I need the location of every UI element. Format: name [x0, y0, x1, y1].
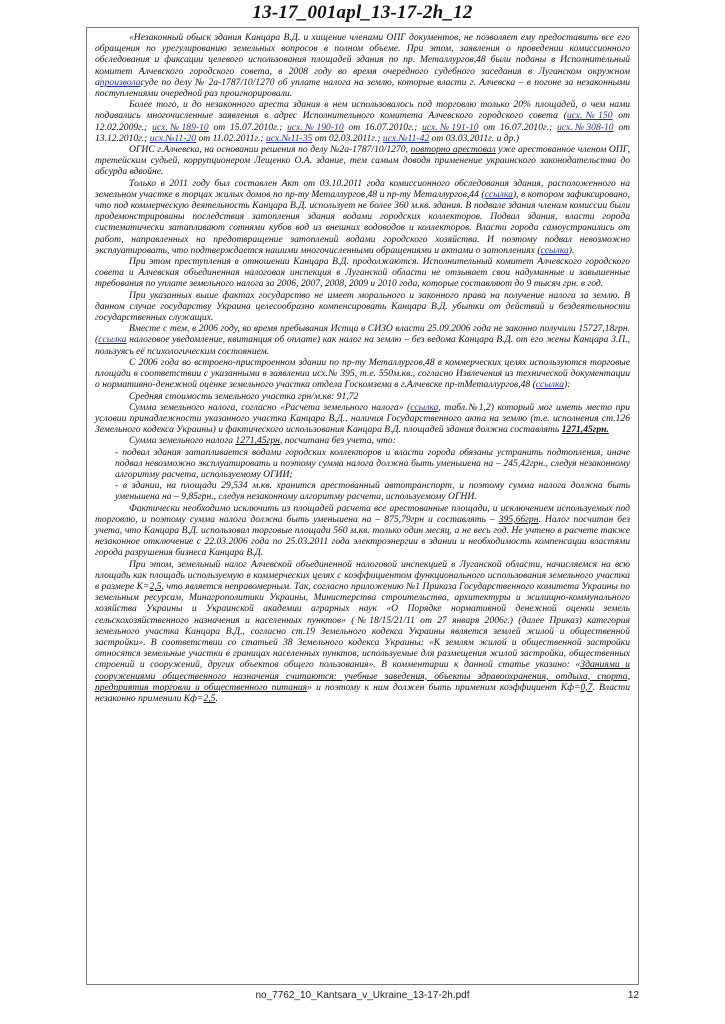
link-ref-150[interactable]: исх.№150 [566, 110, 613, 122]
link-ref-190[interactable]: исх.№190-10 [287, 121, 344, 133]
list-item: - подвал здания затапливается водами городских коллекторов и власти города обязаны устранить подтопления, иначе подвал невозможно эксплуатировать и поэтому сумма налога должна быть уменьшена на – 245,42грн., следуя незаконному алгоритму расчета, используемому ОГИИ; [115, 446, 630, 480]
link[interactable]: ссылка [98, 334, 127, 346]
paragraph: При этом, земельный налог Алчевской объединенной налоговой инспекцией в Луганской области, начисляемся на всю площадь как площадь используемую в коммерческих целях с коэффициентом функционального использования земельного участка в размере К=2,5, что является неправомерным. Так, согласно приложению №1 Приказа Государственного комитета Украины по земельным ресурсам, Минагрополитики Украины, Министерства строительства, архитектуры и жилищно-коммунального хозяйства Украины и Украинской академии аграрных наук «О Порядке нормативной денежной оценки земель сельскохозяйственного назначения и населенных пунктов» (№18/15/21/11 от 27 января 2006г.) (далее Приказ) категория земельного участка Канцара В.Д., согласно ст.19 Земельного кодекса Украины является землей жилой и общественной застройки». В соответствии со статьей 38 Земельного кодекса Украины: «К землям жилой и общественной застройки относятся земельные участки в границах населенных пунктов, используемые для размещения жилой застройки, общественных строений и сооружений, других объектов общего пользования». В комментарии к данной статье указано: «Зданиями и сооружениями общественного назначения считаются: учебные заведения, объекты здравоохранения, отдыха, спорта, предприятия торговли и общественного питания» и поэтому к ним должен быть применим коэффициент Кф=0,7. Власти незаконно применили Кф=2,5. [95, 558, 630, 704]
paragraph: Сумма земельного налога, согласно «Расчета земельного налога» (ссылка, табл.№1,2) который мог иметь место при условии принадлежности указанного участка Канцара В.Д., наличия Государственного акта на землю (т.е. исполнения ст.126 Земельного кодекса Украины) и фактического использования Канцара В.Д. площадей здания должна составлять 1271,45грн. [95, 401, 630, 436]
document-title: 13-17_001apl_13-17-2h_12 [252, 2, 473, 23]
list-item: - в здании, на площади 29,534 м.кв. хранится арестованный автотранспорт, и поэтому сумма налога должна быть уменьшена на – 9,85грн., следуя незаконному алгоритму расчета, используемому ОГНИ. [115, 480, 630, 503]
page-sheet [86, 27, 639, 985]
link-ref-1120[interactable]: исх.№11-20 [149, 132, 197, 144]
paragraph: При указанных выше фактах государство не имеет морального и законного права на получение налога за землю. В данном случае государству Украина целесообразно компенсировать Канцара В.Д. убытки от действий и бездеятельности государственных служащих. [95, 289, 630, 324]
page-footer [0, 990, 725, 1004]
link-ref-308[interactable]: исх.№308-10 [557, 121, 614, 133]
paragraph: Более того, и до незаконного ареста здания в нем использовалось под торговлю только 20% площадей, о чем нами подавались многочисленные заявления в адрес Исполнительного комитета Алчевского городского совета (исх.№150 от 12.02.2009г.; исх.№189-10 от 15.07.2010г.; исх.№190-10 от 16.07.2010г.; исх.№191-10 от 16.07.2010г.; исх.№308-10 от 13.12.2010г.; исх.№11-20 от 11.02.2011г.; исх.№11-35 от 02.03.2011г.; исх.№11-42 от 03.03.2011г. и др.) [95, 99, 631, 144]
paragraph: С 2006 года во встроено-пристроенном здании по пр-ту Металлургов,48 в коммерческих целях используются торговые площади в соответствии с указанными в заявлении исх.№ 395, т.е. 550м.кв., согласно Извлечения из технической документации о нормативно-денежной оценке земельного участка отдела Госкомзема в г.Алчевске пр-тМеталлургов,48 (ссылка): [95, 356, 630, 391]
link-ref-1142[interactable]: исх.№11-42 [382, 132, 430, 144]
paragraph: Вместе с тем, в 2006 году, во время пребывания Истца в СИЗО власти 25.09.2006 года не законно получили 15727,18грн. (ссылка налоговое уведомление, квитанция об оплате) как налог на землю – без ведома Канцара В.Д. от его жены Канцара З.П., пользуясь её психологическим состоянием. [95, 323, 630, 357]
paragraph: Только в 2011 году был составлен Акт от 03.10.2011 года комиссионного обследования здания, расположенного на земельном участке в торцах жилых домов по пр-ту Металлургов,48 и пр-ту Металлургов,44 (ссылка), в котором зафиксировано, что под коммерческую деятельность Канцара В.Д. использует не более 360 м.кв. здания. В подвале здания членам комиссии были продемонстрированы последствия затопления здания водами городских коллекторов. Подвал здания, власти города систематически затапливают сотнями кубов вод из внешних водоводов и коллекторов. Власти города самоустранились от работ, направленных на предотвращение затоплений водами городского хозяйства. И поэтому подвал невозможно эксплуатировать, что подтверждается нашими многочисленными обращениями и актами о затоплениях (ссылка). [95, 177, 630, 256]
link[interactable]: ссылка [535, 379, 565, 391]
footer-filename: no_7762_10_Kantsara_v_Ukraine_13-17-2h.pdf [255, 990, 470, 1001]
link-ref-191[interactable]: исх.№191-10 [422, 121, 479, 133]
paragraph: «Незаконный обыск здания Канцара В.Д. и хищение членами ОПГ документов, не позволяет ему предоставить все его обращения по урегулированию земельных вопросов в полном объеме. При этом, заявления о проведении комиссионного обследования и фиксации целевого использования площадей здания по пр. Металлургов,48 были поданы в Исполнительный комитет Алчевского городского совета, в 2008 году во время очередного судебного заседания в Луганском окружном апроизволасуде по делу № 2а-1787/10/1270 об уплате налога на землю, которые власти г. Алчевска – в погоне за незаконными поступлениями очередной раз проигнорировали. [95, 32, 630, 100]
paragraph: Сумма земельного налога 1271,45грн, посчитана без учета, что: [129, 435, 396, 447]
link[interactable]: ссылка [410, 401, 439, 413]
paragraph: ОГИС г.Алчевска, на основании решения по делу №2а-1787/10/1270, повторно арестовал уже арестованное членом ОПГ, третейским судьей, коррупционером Лещенко О.А. здание, тем самым доводя применение украинского законодательства до абсурда вдвойне. [95, 144, 631, 178]
link-ref-1135[interactable]: исх.№11-35 [265, 132, 313, 144]
link[interactable]: ссылка [484, 188, 513, 200]
link-ref-189[interactable]: исх.№189-10 [152, 121, 209, 133]
page-number: 12 [627, 990, 639, 1001]
paragraph: Фактически необходимо исключить из площадей расчета все арестованные площади, и исключением используемых под торговлю, и поэтому сумма налога должна быть уменьшена на – 875,79грн и составлять – 395,66грн. Налог посчитан без учета, что Канцара В.Д. использовал торговые площади 560 м.кв. только один месяц, а не весь год. Не учтено в расчете также незаконное отключение с 22.03.2006 года по 25.03.2011 года электроэнергии в здании и необходимость компенсации властями города разрушения бизнеса Канцара В.Д. [95, 502, 631, 559]
link[interactable]: произвола [99, 76, 141, 88]
paragraph: Средняя стоимость земельного участка грн/м.кв: 91,72 [129, 390, 359, 402]
body-text [95, 32, 630, 704]
paragraph: При этом преступления в отношении Канцара В.Д. продолжаются. Исполнительный комитет Алчевского городского совета и Алчевская объединенная налоговая инспекция в Луганской области не отзывает свои надуманные и завышенные требования по уплате земельного налога за 2006, 2007, 2008, 2009 и 2010 года, которые составляют до 9 тысяч грн. в год. [95, 256, 630, 290]
link[interactable]: ссылка [540, 244, 569, 256]
